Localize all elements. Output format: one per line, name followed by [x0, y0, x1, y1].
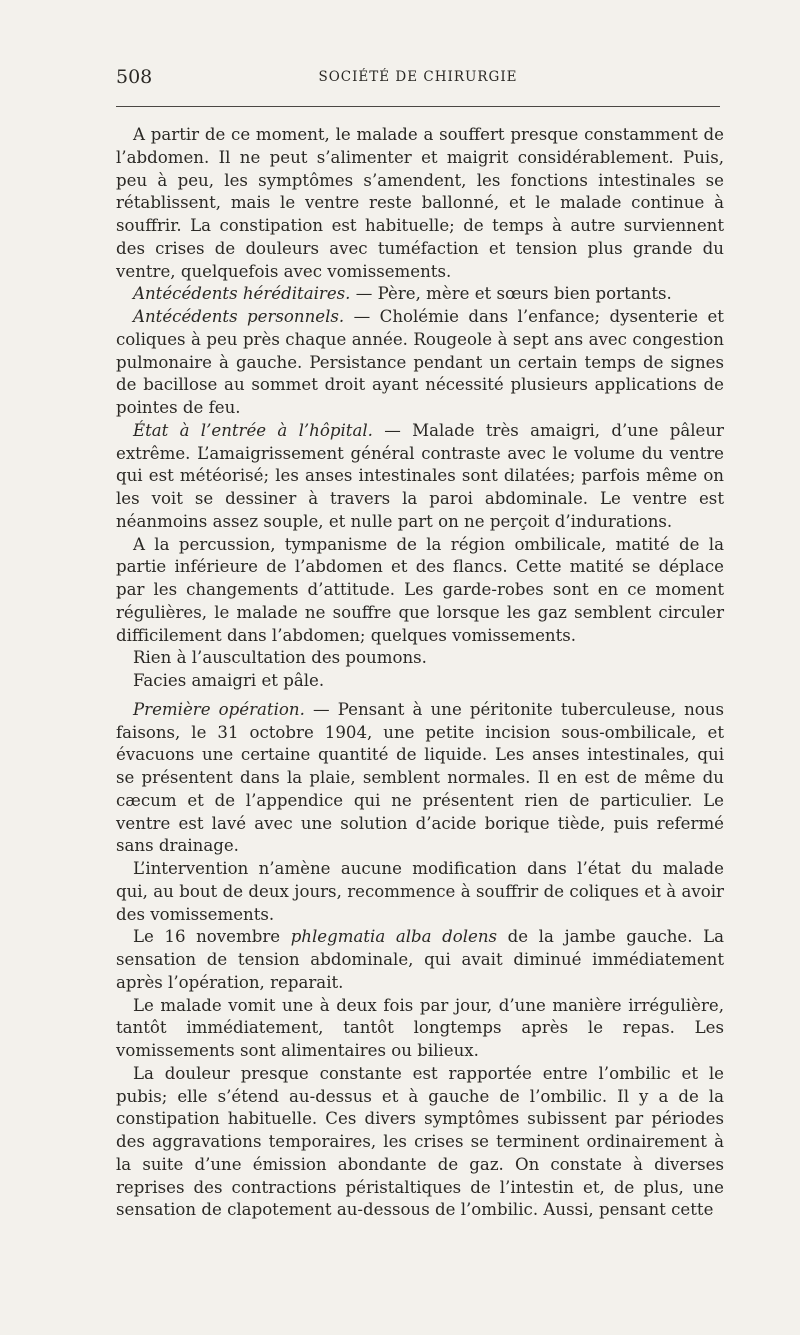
paragraph: État à l’entrée à l’hôpital. — Malade très amaigri, d’une pâleur extrême. L’amaigrissement général contraste avec le volume du ventre qui est météorisé; les anses intestinales sont dilatées; parfois même on les voit se dessiner à travers la paroi abdominale. Le ventre est néanmoins assez souple, et nulle part on ne perçoit d’indurations. — [116, 420, 724, 531]
section-heading: Antécédents héréditaires. — [133, 284, 351, 304]
page-header — [116, 66, 720, 92]
paragraph: L’intervention n’amène aucune modification dans l’état du malade qui, au bout de deux jours, recommence à souffrir de coliques et à avoir des vomissements. — [116, 859, 724, 924]
italic-term: phlegmatia alba dolens — [290, 927, 498, 947]
section-heading: État à l’entrée à l’hôpital. — [133, 420, 373, 440]
section-heading: Antécédents personnels. — [133, 307, 345, 326]
running-title: SOCIÉTÉ DE CHIRURGIE — [318, 69, 518, 85]
paragraph: Facies amaigri et pâle. — [133, 671, 325, 690]
paragraph: Le 16 novembre phlegmatia alba dolens de la jambe gauche. La sensation de tension abdominale, qui avait diminué immédiatement après l’opération, reparait. — [116, 927, 725, 992]
paragraph: Rien à l’auscultation des poumons. — [133, 648, 427, 668]
paragraph: Le malade vomit une à deux fois par jour, d’une manière irrégulière, tantôt immédiatement, tantôt longtemps après le repas. Les vomissements sont alimentaires ou bilieux. — [116, 995, 724, 1060]
body-text — [116, 124, 724, 1222]
paragraph: A partir de ce moment, le malade a souffert presque constamment de l’abdomen. Il ne peut s’alimenter et maigrit considérablement. Puis, peu à peu, les symptômes s’amendent, les fonctions intestinales se rétablissent, mais le ventre reste ballonné, et le malade continue à souffrir. La constipation est habituelle; de temps à autre surviennent des crises de douleurs avec tuméfaction et tension plus grande du ventre, quelquefois avec vomissements. — [116, 125, 724, 281]
paragraph: Antécédents personnels. — Cholémie dans l’enfance; dysenterie et coliques à peu près chaque année. Rougeole à sept ans avec congestion pulmonaire à gauche. Persistance pendant un certain temps de signes de bacillose au sommet droit ayant nécessité plusieurs applications de pointes de feu. — [116, 307, 724, 417]
paragraph: A la percussion, tympanisme de la région ombilicale, matité de la partie inférieure de l’abdomen et des flancs. Cette matité se déplace par les changements d’attitude. Les garde-robes sont en ce moment régulières, le malade ne souffre que lorsque les gaz semblent circuler difficilement dans l’abdomen; quelques vomissements. — [116, 534, 724, 645]
header-rule — [116, 106, 720, 107]
paragraph: La douleur presque constante est rapportée entre l’ombilic et le pubis; elle s’étend au-dessus et à gauche de l’ombilic. Il y a de la constipation habituelle. Ces divers symptômes subissent par périodes des aggravations temporaires, les crises se terminent ordinairement à la suite d’une émission abondante de gaz. On constate à diverses reprises des contractions péristaltiques de l’intestin et, de plus, une sensation de clapotement au-dessous de l’ombilic. Aussi, pensant cette — [116, 1063, 724, 1220]
page-number: 508 — [116, 66, 153, 88]
paragraph: Première opération. — Pensant à une péritonite tuberculeuse, nous faisons, le 31 octobre 1904, une petite incision sous-ombilicale, et évacuons une certaine quantité de liquide. Les anses intestinales, qui se présentent dans la plaie, semblent normales. Il en est de même du cæcum et de l’appendice qui ne présentent rien de particulier. Le ventre est lavé avec une solution d’acide borique tiède, puis refermé sans drainage. — [116, 699, 724, 856]
paragraph: Antécédents héréditaires. — Père, mère et sœurs bien portants. — [133, 284, 672, 304]
section-heading: Première opération. — [133, 699, 305, 719]
